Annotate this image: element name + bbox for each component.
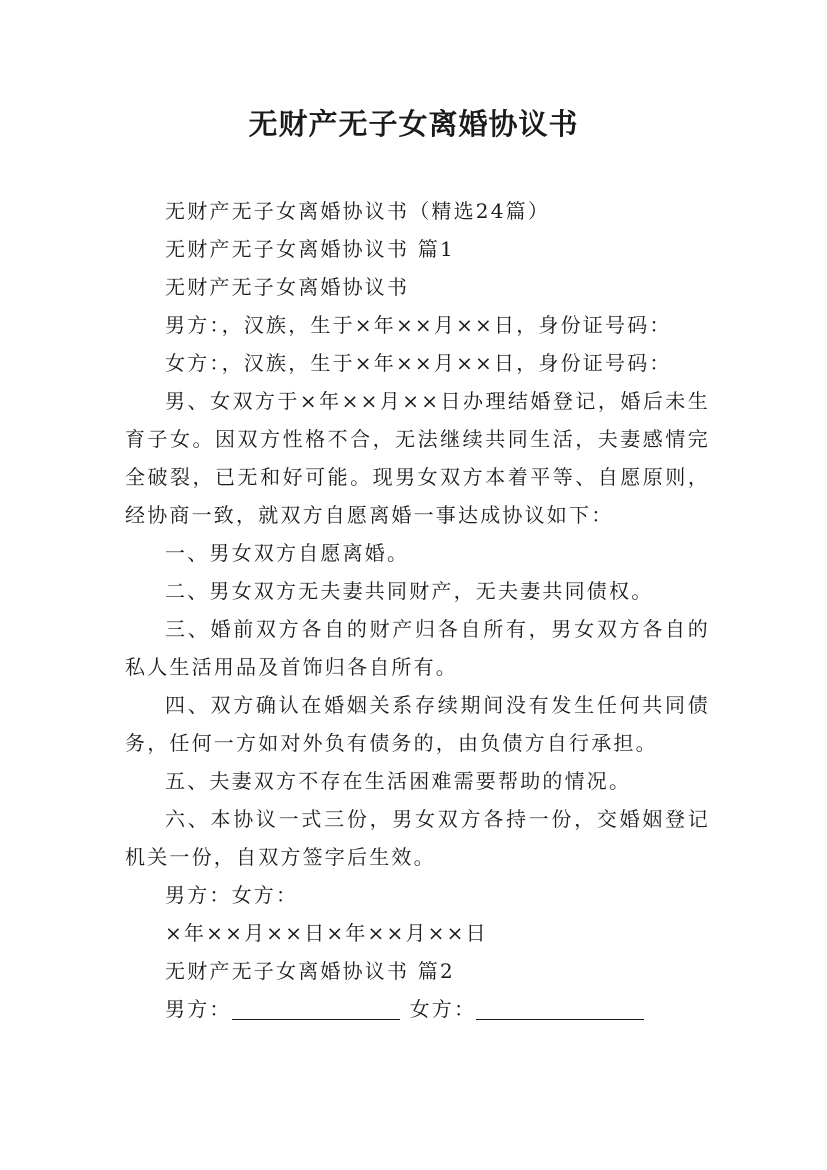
document-title: 无财产无子女离婚协议书 bbox=[248, 107, 579, 141]
paragraph-clause-5: 五、夫妻双方不存在生活困难需要帮助的情况。 bbox=[165, 769, 632, 793]
paragraph-clause-2: 二、男女双方无夫妻共同财产，无夫妻共同债权。 bbox=[165, 579, 654, 603]
document-body bbox=[125, 192, 710, 1028]
paragraph-clause-3: 三、婚前双方各自的财产归各自所有，男女双方各自的私人生活用品及首饰归各自所有。 bbox=[125, 617, 710, 679]
female-signature-line bbox=[476, 995, 644, 1020]
paragraph-signatures: 男方：女方： bbox=[165, 883, 299, 907]
paragraph-agreement-name: 无财产无子女离婚协议书 bbox=[165, 275, 410, 299]
paragraph-clause-6: 六、本协议一式三份，男女双方各持一份，交婚姻登记机关一份，自双方签字后生效。 bbox=[125, 807, 710, 869]
paragraph-preamble: 男、女双方于×年××月××日办理结婚登记，婚后未生育子女。因双方性格不合，无法继续共同生活，夫妻感情完全破裂，已无和好可能。现男女双方本着平等、自愿原则，经协商一致，就双方自愿离婚一事达成协议如下： bbox=[125, 389, 710, 527]
paragraph-section-heading-1: 无财产无子女离婚协议书 篇1 bbox=[165, 237, 455, 261]
male-signature-label: 男方： bbox=[165, 997, 232, 1021]
paragraph-female-party: 女方：，汉族，生于×年××月××日，身份证号码： bbox=[165, 351, 672, 375]
paragraph-dates: ×年××月××日×年××月××日 bbox=[165, 921, 488, 945]
paragraph-signature-lines bbox=[125, 990, 710, 1028]
male-signature-line bbox=[232, 995, 400, 1020]
paragraph-section-heading-2: 无财产无子女离婚协议书 篇2 bbox=[165, 959, 455, 983]
female-signature-label: 女方： bbox=[409, 997, 477, 1021]
paragraph-subtitle: 无财产无子女离婚协议书（精选24篇） bbox=[165, 199, 551, 223]
paragraph-clause-4: 四、双方确认在婚姻关系存续期间没有发生任何共同债务，任何一方如对外负有债务的，由负债方自行承担。 bbox=[125, 693, 710, 755]
paragraph-male-party: 男方：，汉族，生于×年××月××日，身份证号码： bbox=[165, 313, 672, 337]
paragraph-clause-1: 一、男女双方自愿离婚。 bbox=[165, 541, 410, 565]
